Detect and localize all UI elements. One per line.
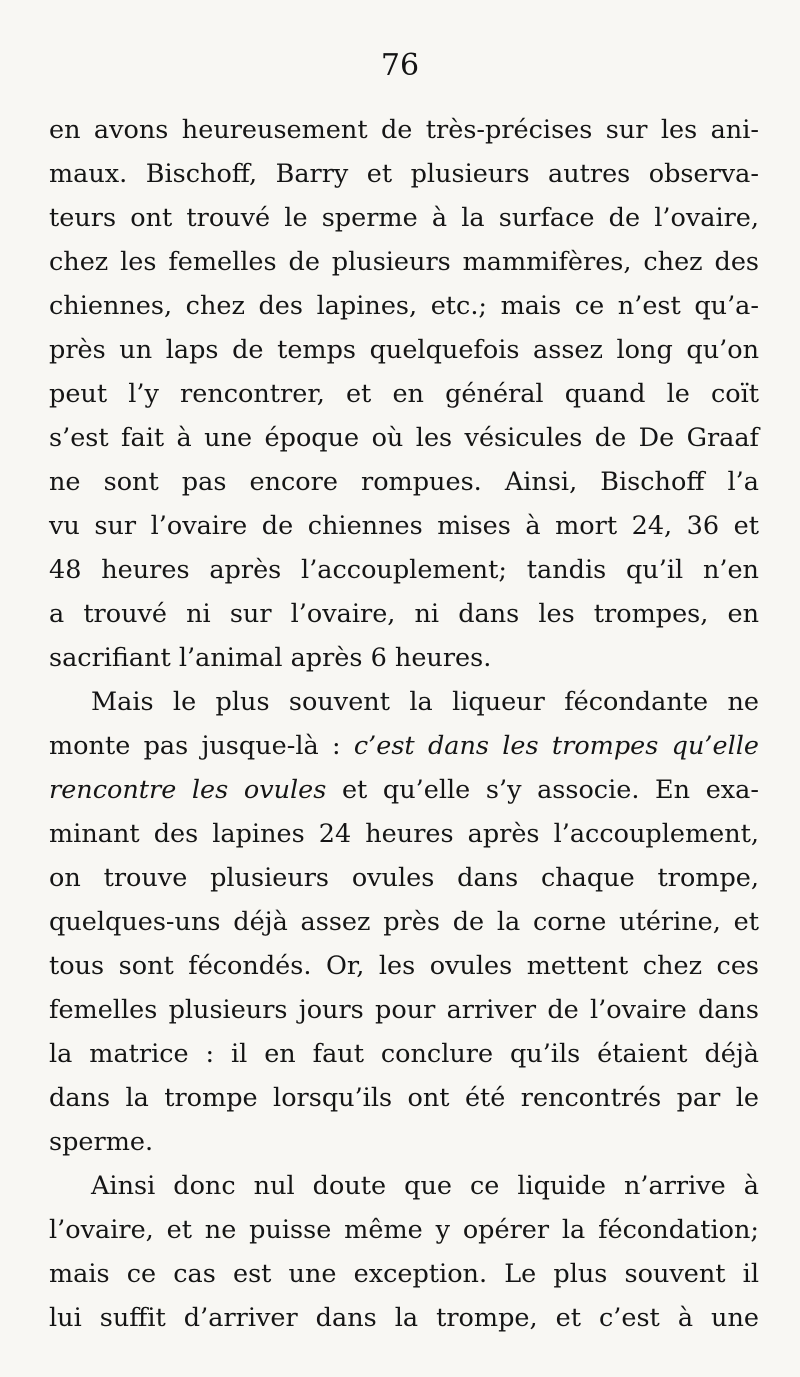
text-line: dans la trompe lorsqu’ils ont été rencontrés par le <box>49 1083 759 1113</box>
text-line: peut l’y rencontrer, et en général quand le coït <box>49 379 759 409</box>
text-line: a trouvé ni sur l’ovaire, ni dans les trompes, en <box>49 599 759 629</box>
text-line: 48 heures après l’accouplement; tandis qu’il n’en <box>49 555 759 585</box>
text-line: chez les femelles de plusieurs mammifères, chez des <box>49 247 759 277</box>
text-line: minant des lapines 24 heures après l’accouplement, <box>49 819 759 849</box>
text-line: sperme. <box>49 1127 154 1157</box>
text-line: vu sur l’ovaire de chiennes mises à mort 24, 36 et <box>49 511 759 541</box>
italic-segment: c’est dans les trompes qu’elle <box>353 731 759 761</box>
text-line: mais ce cas est une exception. Le plus souvent il <box>49 1259 759 1289</box>
text-line: teurs ont trouvé le sperme à la surface de l’ovaire, <box>49 203 759 233</box>
text-line: l’ovaire, et ne puisse même y opérer la fécondation; <box>49 1215 759 1245</box>
text-line: chiennes, chez des lapines, etc.; mais ce n’est qu’a- <box>49 291 759 321</box>
text-segment: et qu’elle s’y associe. En exa- <box>326 775 759 805</box>
text-line-mixed <box>49 768 759 812</box>
text-line: lui suffit d’arriver dans la trompe, et c’est à une <box>49 1303 759 1333</box>
text-line: ne sont pas encore rompues. Ainsi, Bischoff l’a <box>49 467 759 497</box>
text-line: en avons heureusement de très-précises sur les ani- <box>49 115 759 145</box>
text-line: maux. Bischoff, Barry et plusieurs autres observa- <box>49 159 759 189</box>
text-line: s’est fait à une époque où les vésicules de De Graaf <box>49 423 759 453</box>
text-line-mixed <box>49 724 759 768</box>
text-line: près un laps de temps quelquefois assez long qu’on <box>49 335 759 365</box>
text-segment: monte pas jusque-là : <box>49 731 354 761</box>
body-text <box>49 108 759 1340</box>
italic-segment: rencontre les ovules <box>49 775 327 805</box>
text-line: tous sont fécondés. Or, les ovules mettent chez ces <box>49 951 759 981</box>
page-number: 76 <box>380 48 420 83</box>
text-line: quelques-uns déjà assez près de la corne utérine, et <box>49 907 759 937</box>
text-line: la matrice : il en faut conclure qu’ils étaient déjà <box>49 1039 759 1069</box>
text-line: sacrifiant l’animal après 6 heures. <box>49 643 492 673</box>
paragraph-first-line: Ainsi donc nul doute que ce liquide n’arrive à <box>91 1171 759 1201</box>
text-line: femelles plusieurs jours pour arriver de l’ovaire dans <box>49 995 759 1025</box>
paragraph-first-line: Mais le plus souvent la liqueur fécondante ne <box>91 687 759 717</box>
text-line: on trouve plusieurs ovules dans chaque trompe, <box>49 863 759 893</box>
